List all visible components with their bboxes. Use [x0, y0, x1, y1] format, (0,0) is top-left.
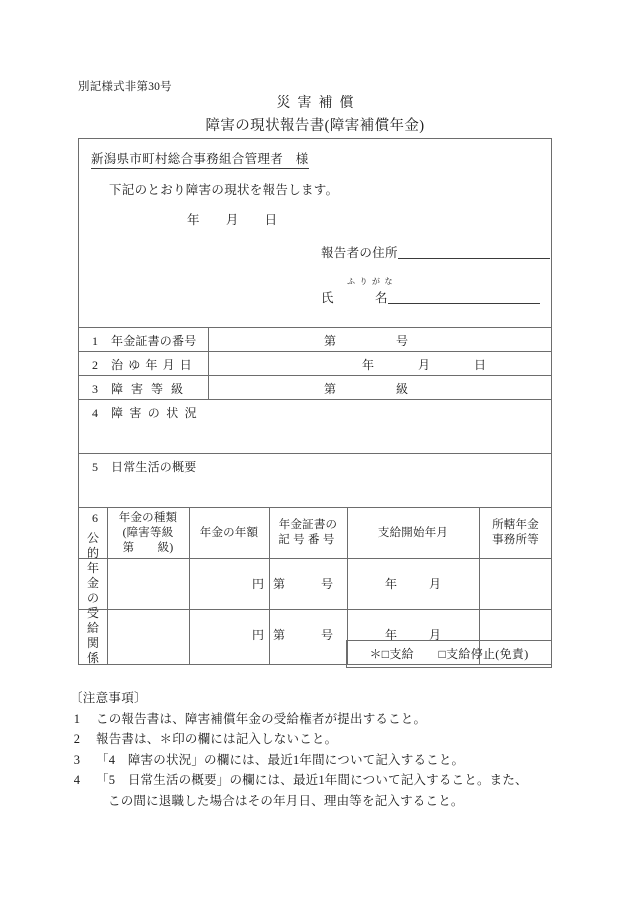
note-text-3: 「4 障害の状況」の欄には、最近1年間について記入すること。 [96, 752, 465, 767]
pension-row1-cert[interactable] [273, 575, 343, 592]
row-value-2[interactable] [362, 356, 486, 373]
form-number: 別記様式非第30号 [78, 81, 172, 93]
pension-index-text: 6 [92, 511, 98, 525]
note-text-2: 報告書は、＊印の欄には記入しないこと。 [96, 732, 338, 746]
row2-start-year: 年 [384, 628, 397, 642]
pension-row1-start[interactable] [348, 575, 478, 592]
cert-line2: 記号番号 [278, 534, 338, 546]
row1-cert-prefix: 第 [273, 577, 286, 591]
note-number-2: 2 [73, 732, 81, 746]
kind-line2: (障害等級 [122, 527, 174, 539]
pension-table-index [83, 511, 107, 526]
divider-row4-row5 [78, 453, 552, 454]
divider-table-header-body [78, 558, 552, 559]
report-date-line [187, 210, 277, 228]
pension-col-header-start [348, 526, 478, 541]
reporter-address-rule[interactable] [398, 258, 550, 259]
date-month-label: 月 [225, 213, 239, 227]
row3-suffix: 級 [396, 382, 409, 396]
pension-row2-cert[interactable] [273, 626, 343, 643]
reporter-name-row [321, 288, 540, 306]
note-text-4-continuation: この間に退職した場合はその年月日、理由等を記入すること。 [108, 793, 464, 808]
row1-suffix: 号 [396, 334, 409, 348]
row-index-1: 1 [92, 334, 98, 348]
row-index-5: 5 [92, 460, 98, 474]
row1-prefix: 第 [324, 334, 337, 348]
row-value-1[interactable] [324, 332, 408, 349]
row2-day: 日 [474, 358, 487, 372]
row-index-3: 3 [92, 382, 98, 396]
name-label-second: 名 [375, 291, 388, 305]
divider-row1-row2 [78, 351, 552, 352]
name-label-first: 氏 [321, 291, 334, 305]
divider-row5-table [78, 507, 552, 508]
pension-vertical-label: 公的年金の受給関係 [86, 531, 99, 665]
pension-row1-amount[interactable] [190, 575, 264, 592]
row3-prefix: 第 [324, 382, 337, 396]
pension-col-header-office [480, 518, 551, 548]
pension-row1-office-cell[interactable] [480, 575, 551, 607]
note-number-4: 4 [73, 773, 81, 787]
row-label-3 [79, 380, 191, 397]
row1-start-month: 月 [429, 577, 442, 591]
divider-table-row1-row2 [78, 609, 552, 610]
pension-row2-amount[interactable] [190, 626, 264, 643]
divider-above-row1 [78, 327, 552, 328]
report-statement: 下記のとおり障害の現状を報告します。 [109, 183, 339, 197]
row2-start-month: 月 [429, 628, 442, 642]
row-index-2: 2 [92, 358, 98, 372]
office-line2: 事務所等 [492, 534, 539, 546]
row2-year: 年 [362, 358, 375, 372]
note-text-4: 「5 日常生活の概要」の欄には、最近1年間について記入すること。また、 [96, 773, 528, 787]
row-text-5: 日常生活の概要 [111, 460, 197, 474]
row2-amount-unit: 円 [251, 628, 264, 642]
document-title-secondary: 障害の現状報告書(障害補償年金) [205, 118, 425, 134]
notes-section [70, 688, 590, 811]
date-year-label: 年 [187, 213, 200, 227]
kind-line1: 年金の種類 [118, 512, 178, 524]
row2-month: 月 [418, 358, 431, 372]
form-outer-box [78, 138, 552, 665]
row-index-4: 4 [92, 406, 98, 420]
row1-cert-suffix: 号 [321, 577, 334, 591]
note-item-1 [70, 709, 590, 730]
reporter-address-field[interactable] [321, 243, 550, 261]
date-day-label: 日 [264, 213, 278, 227]
furigana-label: ふりがな [347, 277, 397, 286]
pension-col-header-cert [270, 518, 346, 548]
note-item-2 [70, 729, 590, 750]
kind-line3: 第 級) [122, 542, 174, 554]
amount-line1: 年金の年額 [199, 527, 259, 539]
pension-col-header-amount [190, 526, 268, 541]
note-item-3 [70, 750, 590, 771]
row-label-4 [79, 404, 203, 421]
note-item-4 [70, 770, 590, 811]
row-label-5 [79, 458, 196, 475]
reporter-address-label: 報告者の住所 [321, 246, 398, 260]
row2-cert-suffix: 号 [321, 628, 334, 642]
row-text-3: 障害等級 [111, 382, 192, 396]
payment-status-box[interactable]: ＊□支給 □支給停止(免責) [346, 640, 552, 668]
row2-cert-prefix: 第 [273, 628, 286, 642]
note-number-1: 1 [73, 711, 81, 726]
reporter-name-rule[interactable] [388, 303, 540, 304]
office-line1: 所轄年金 [492, 519, 539, 531]
addressee-line: 新潟県市町村総合事務組合管理者 様 [91, 149, 309, 169]
divider-label-column [208, 327, 209, 399]
row1-amount-unit: 円 [251, 577, 264, 591]
row-label-1 [79, 332, 196, 349]
row-text-1: 年金証書の番号 [111, 334, 197, 348]
row1-start-year: 年 [384, 577, 397, 591]
pension-col-header-kind [108, 511, 188, 556]
row-value-3[interactable] [324, 380, 408, 397]
note-number-3: 3 [73, 752, 81, 767]
divider-row2-row3 [78, 375, 552, 376]
row-text-4: 障害の状況 [111, 406, 204, 420]
cert-line1: 年金証書の [278, 519, 338, 531]
row-text-2: 治ゆ年月日 [111, 358, 198, 372]
document-title-primary: 災害補償 [276, 96, 361, 111]
row-label-2 [79, 356, 197, 373]
notes-heading: 〔注意事項〕 [70, 691, 147, 705]
divider-row3-row4 [78, 399, 552, 400]
note-text-1: この報告書は、障害補償年金の受給権者が提出すること。 [96, 711, 427, 726]
start-line1: 支給開始年月 [377, 527, 449, 539]
